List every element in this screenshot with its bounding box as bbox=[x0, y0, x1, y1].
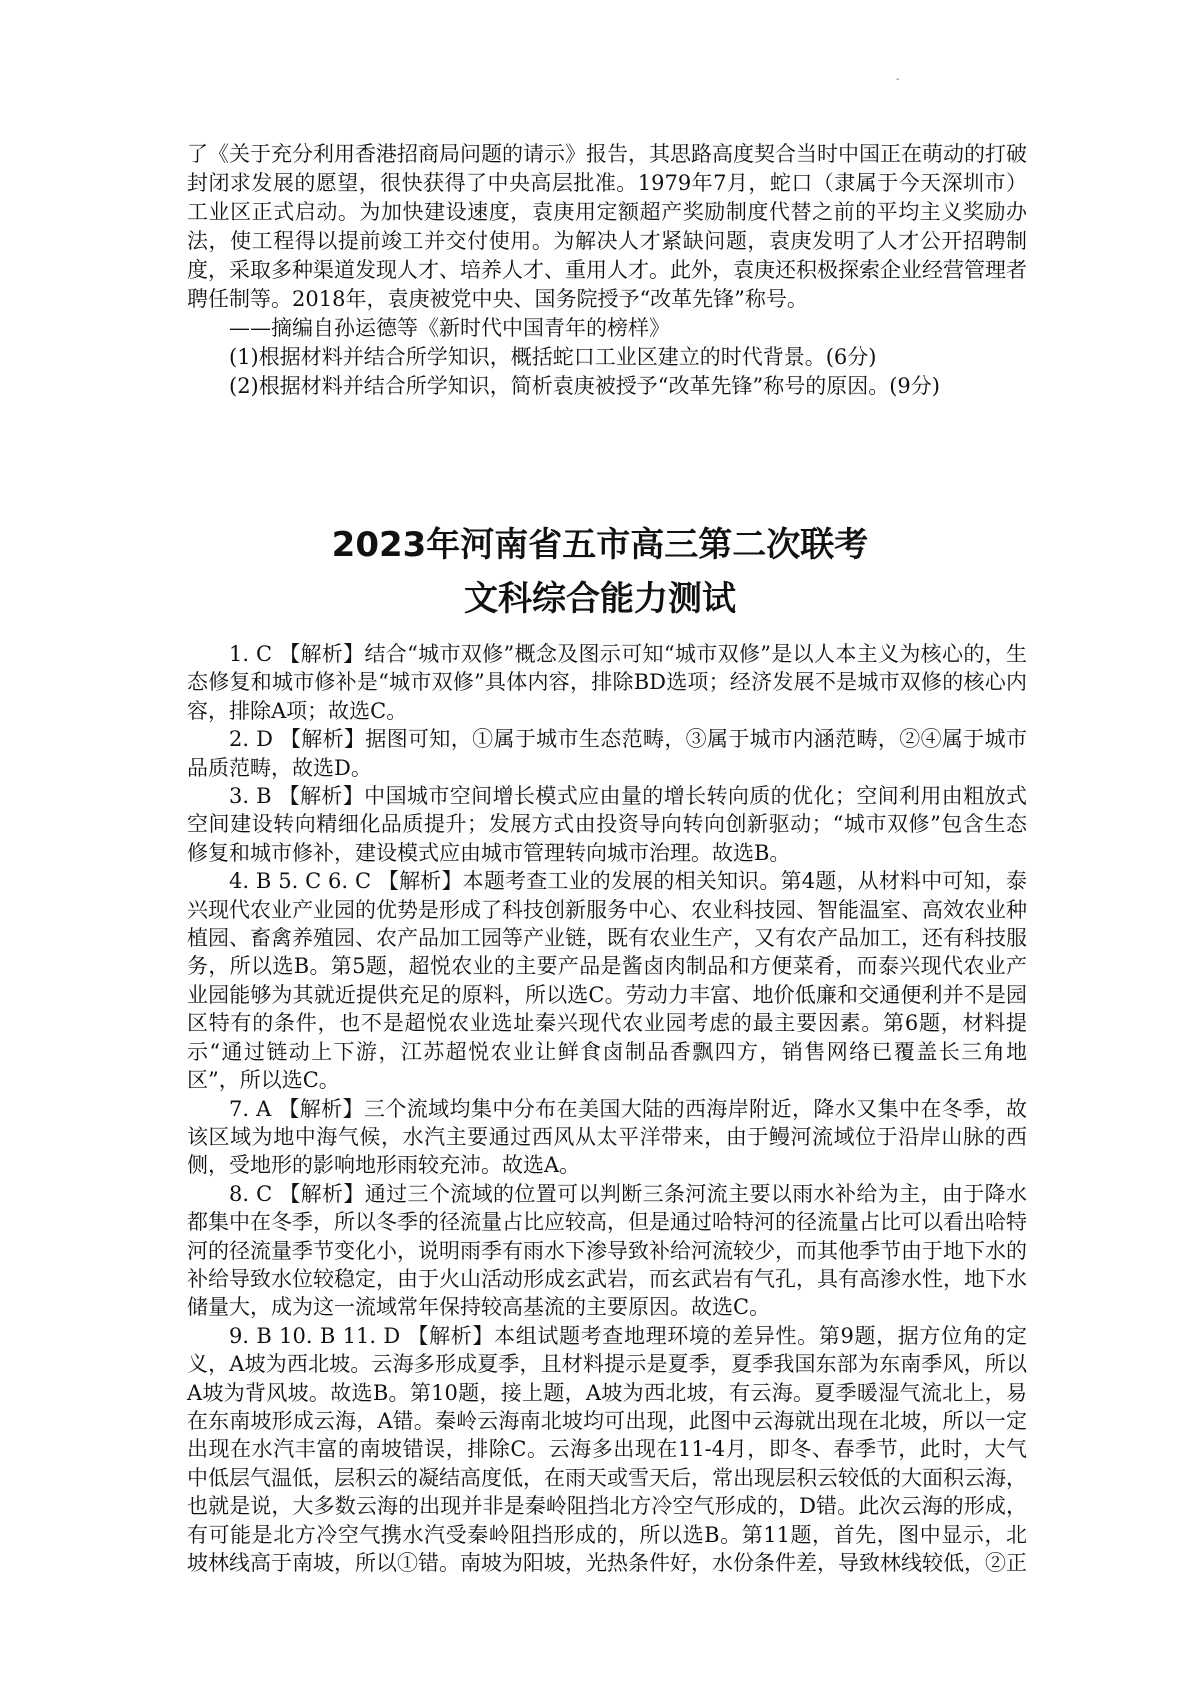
answer-item: 3. B 【解析】中国城市空间增长模式应由量的增长转向质的优化；空间利用由粗放式空间建设转向精细化品质提升；发展方式由投资导向转向创新驱动；“城市双修”包含生态修复和城市修补，建设模式应由城市管理转向城市治理。故选B。 bbox=[187, 784, 1027, 865]
answer-item: 4. B 5. C 6. C 【解析】本题考查工业的发展的相关知识。第4题，从材料中可知，泰兴现代农业产业园的优势是形成了科技创新服务中心、农业科技园、智能温室、高效农业种植园、畜禽养殖园、农产品加工园等产业链，既有农业生产，又有农产品加工，还有科技服务，所以选B。第5题，超悦农业的主要产品是酱卤肉制品和方便菜肴，而泰兴现代农业产业园能够为其就近提供充足的原料，所以选C。劳动力丰富、地价低廉和交通便利并不是园区特有的条件，也不是超悦农业选址秦兴现代农业园考虑的最主要因素。第6题，材料提示“通过链动上下游，江苏超悦农业让鲜食卤制品香飘四方，销售网络已覆盖长三角地区”，所以选C。 bbox=[187, 869, 1027, 1093]
question-2: (2)根据材料并结合所学知识，简析袁庚被授予“改革先锋”称号的原因。(9分) bbox=[229, 374, 940, 398]
exam-subtitle: 文科综合能力测试 bbox=[464, 579, 736, 619]
exam-title: 2023年河南省五市高三第二次联考 bbox=[331, 525, 869, 565]
material-source: ——摘编自孙运德等《新时代中国青年的榜样》 bbox=[229, 316, 670, 340]
answer-item: 8. C 【解析】通过三个流域的位置可以判断三条河流主要以雨水补给为主，由于降水都集中在冬季，所以冬季的径流量占比应较高，但是通过哈特河的径流量占比可以看出哈特河的径流量季节变化小，说明雨季有雨水下渗导致补给河流较少，而其他季节由于地下水的补给导致水位较稳定，由于火山活动形成玄武岩，而玄武岩有气孔，具有高渗水性，地下水储量大，成为这一流域常年保持较高基流的主要原因。故选C。 bbox=[187, 1181, 1027, 1320]
question-1: (1)根据材料并结合所学知识，概括蛇口工业区建立的时代背景。(6分) bbox=[229, 345, 877, 369]
corner-mark: - bbox=[896, 74, 900, 85]
answer-key-section bbox=[187, 640, 1027, 1577]
answer-item: 2. D 【解析】据图可知，①属于城市生态范畴，③属于城市内涵范畴，②④属于城市品质范畴，故选D。 bbox=[187, 727, 1027, 780]
history-question-section bbox=[187, 140, 1027, 401]
material-paragraph: 了《关于充分利用香港招商局问题的请示》报告，其思路高度契合当时中国正在萌动的打破封闭求发展的愿望，很快获得了中央高层批准。1979年7月，蛇口（隶属于今天深圳市）工业区正式启动。为加快建设速度，袁庚用定额超产奖励制度代替之前的平均主义奖励办法，使工程得以提前竣工并交付使用。为解决人才紧缺问题，袁庚发明了人才公开招聘制度，采取多种渠道发现人才、培养人才、重用人才。此外，袁庚还积极探索企业经营管理者聘任制等。2018年，袁庚被党中央、国务院授予“改革先锋”称号。 bbox=[187, 142, 1027, 311]
answer-item: 1. C 【解析】结合“城市双修”概念及图示可知“城市双修”是以人本主义为核心的，生态修复和城市修补是“城市双修”具体内容，排除BD选项；经济发展不是城市双修的核心内容，排除A项；故选C。 bbox=[187, 642, 1027, 723]
answer-item: 7. A 【解析】三个流域均集中分布在美国大陆的西海岸附近，降水又集中在冬季，故该区域为地中海气候，水汽主要通过西风从太平洋带来，由于鳗河流域位于沿岸山脉的西侧，受地形的影响地形雨较充沛。故选A。 bbox=[187, 1096, 1027, 1178]
answer-item: 9. B 10. B 11. D 【解析】本组试题考查地理环境的差异性。第9题，据方位角的定义，A坡为西北坡。云海多形成夏季，且材料提示是夏季，夏季我国东部为东南季风，所以A坡为背风坡。故选B。第10题，接上题，A坡为西北坡，有云海。夏季暖湿气流北上，易在东南坡形成云海，A错。秦岭云海南北坡均可出现，此图中云海就出现在北坡，所以一定出现在水汽丰富的南坡错误，排除C。云海多出现在11-4月，即冬、春季节，此时，大气中低层气温低，层积云的凝结高度低，在雨天或雪天后，常出现层积云较低的大面积云海，也就是说，大多数云海的出现并非是秦岭阻挡北方冷空气形成的，D错。此次云海的形成，有可能是北方冷空气携水汽受秦岭阻挡形成的，所以选B。第11题，首先，图中显示，北坡林线高于南坡，所以①错。南坡为阳坡，光热条件好，水份条件差，导致林线较低，②正 bbox=[187, 1323, 1027, 1575]
